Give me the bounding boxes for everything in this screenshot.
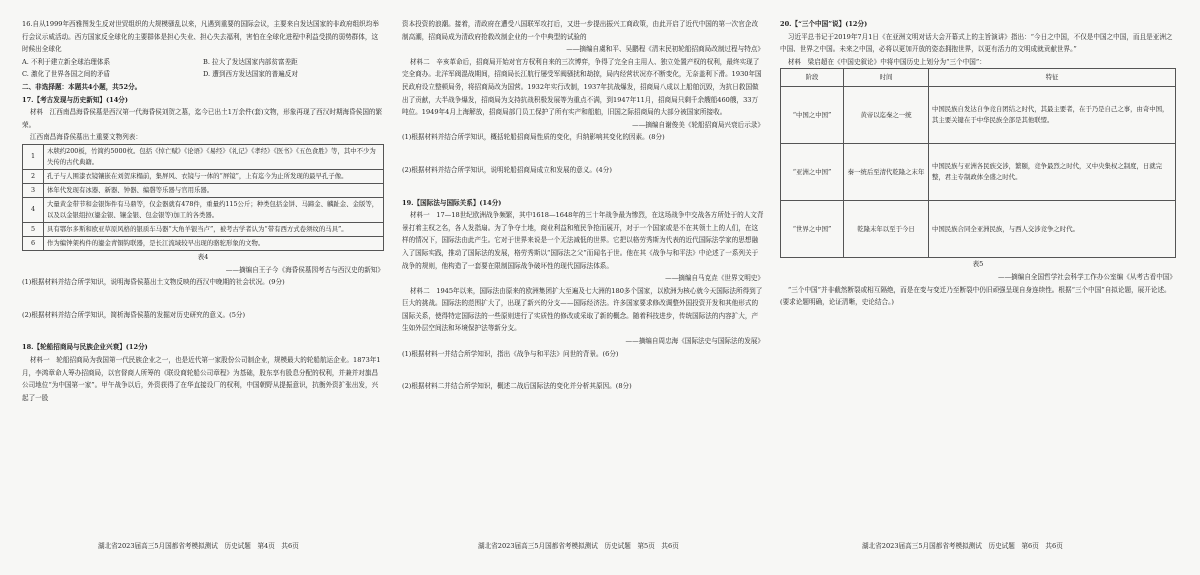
question-18-title: 18.【轮船招商局与民族企业兴衰】(12分) bbox=[22, 343, 148, 352]
time-cell: 黄帝以迄秦之一统 bbox=[844, 87, 929, 144]
row-number: 1 bbox=[23, 144, 44, 169]
question-17-material: 材料 江西南昌海昏侯墓是西汉第一代海昏侯刘贺之墓，迄今已出土1万余件(套)文物，形象再现了西汉时期海昏侯国的繁荣。 bbox=[22, 108, 383, 129]
question-18-material-1-cont: 资本投资的浪潮。接着，清政府在遭受八国联军攻打后，又进一步提出振兴工商政策，由此开启了近代中国的第一次官企改制高潮，招商局成为清政府抢救改制企业的一个中典型的试验的 bbox=[402, 20, 759, 41]
question-17-source: ——摘编自王子今《海昏侯墓园考古与西汉史的新知》 bbox=[225, 265, 384, 274]
table-4-caption: 表4 bbox=[197, 252, 209, 261]
question-18-source-1: ——摘编自虞和平、吴鹏程《清末民初轮船招商局改制过程与特点》 bbox=[566, 45, 764, 54]
question-19-source-2: ——摘编自周忠海《国际法史与国际法的发展》 bbox=[625, 337, 764, 346]
table-row bbox=[23, 144, 384, 169]
question-18-material-1: 材料一 轮船招商局为我国第一代民族企业之一，也是近代第一家股份公司制企业，规模最大的轮船航运企业。1873年1月，李鸿章命人筹办招商局，以官督商人所筹的《联设商轮船公司章程》为基础，股东享有股息分配的权利，并兼并对旗昌公司地位“为中国第一家”。甲午战争以后，外资获得了在华直接设厂的权利，中国朝野从提振意识，抗衡外资扩张出发，兴起了一股 bbox=[22, 355, 381, 402]
table-4 bbox=[22, 144, 384, 251]
question-18-part-1: (1)根据材料并结合所学知识，概括轮船招商局性质的变化，归纳影响其变化的因素。(8分) bbox=[402, 133, 665, 142]
option-d: D. 遭到西方发达国家的普遍反对 bbox=[203, 70, 298, 79]
question-16-options bbox=[22, 56, 384, 81]
section-heading: 二、非选择题：本题共4小题，共52分。 bbox=[22, 82, 142, 91]
question-19-material-2: 材料二 1945年以来，国际法由原来的欧洲集团扩大至遍及七大洲的180多个国家，以欧洲为核心就今天国际法所得到了巨大的挑战。国际法的范围扩大了，出现了新兴的分支——国际经济法。许多国家要求修改调整外国投资开发和其他形式的国际关系，使得特定国际法的一些原则进行了实质性的修改或采取了新的概念。随着科技进步，传统国际法的内容扩大，产生如外层空间法和环境保护法等新分支。 bbox=[402, 286, 763, 333]
question-19-material-1: 材料一 17—18世纪欧洲战争频繁，其中1618—1648年的三十年战争最为惨烈，在这场战争中交战各方所处于的人文背景打着主权之名，各人发指扇。为了争夺土地，商业利益和殖民争抢而展开，对于一个国家或是不在其领土上的人们，在这样的情况下，国际法由此产生。它对于世界来说是一个无法减低的世界。它把以格劳秀斯为代表的近代国际法学家的思想融入了国际实践，推动了国际法的发展，格劳秀斯以“国际法之父”而闻名于世。他在其《战争与和平法》中论述了一系列关于战争的规则，他构造了一套要在限制国际战争破坏性的现代国际法体系。 bbox=[402, 211, 764, 270]
question-19-source-1: ——摘编自马克垚《世界文明史》 bbox=[665, 274, 764, 283]
question-20-material: 材料 梁启超在《中国史叙论》中将中国历史上划分为“三个中国”： bbox=[787, 57, 986, 66]
row-text: 大量黄金带节和金银饰件有马鼎等，仅金器就有478件，重量约115公斤；种类包括金饼、马蹄金、麟趾金、金版等，以及以金银组拉(鎏金银、镶金银、包金银等)加工的各类器。 bbox=[44, 197, 384, 222]
header-feature: 特征 bbox=[929, 69, 1176, 87]
table-header-row bbox=[781, 69, 1176, 87]
time-cell: 秦一统后至清代乾隆之末年 bbox=[844, 144, 929, 201]
question-19-title: 19.【国际法与国际关系】(14分) bbox=[402, 198, 502, 207]
table-row bbox=[781, 201, 1176, 258]
question-20-title: 20.【“三个中国”说】(12分) bbox=[780, 20, 868, 28]
question-17-title: 17.【考古发现与历史新知】(14分) bbox=[22, 95, 129, 104]
option-b: B. 拉大了发达国家内部贫富差距 bbox=[203, 57, 298, 66]
question-17-part-1: (1)根据材料并结合所学知识，说明海昏侯墓出土文物反映的西汉中晚期的社会状况。(9分) bbox=[22, 278, 285, 287]
page-4-column bbox=[22, 18, 384, 404]
question-17-part-2: (2)根据材料并结合所学知识，简析海昏侯墓的发掘对历史研究的意义。(5分) bbox=[22, 310, 246, 319]
table-4-title: 江西南昌海昏侯墓出土重要文物列表： bbox=[29, 133, 142, 142]
question-19-part-2: (2)根据材料二并结合所学知识，概述二战后国际法的变化并分析其原因。(8分) bbox=[402, 382, 632, 391]
page-4-footer: 湖北省2023届高三5月国都省考模拟测试 历史试题 第4页 共6页 bbox=[98, 542, 299, 550]
row-text: 体年代发现有冰器、新器、钟器、编磬等乐器与官用乐器。 bbox=[44, 183, 384, 197]
time-cell: 乾隆末年以至于今日 bbox=[844, 201, 929, 258]
table-5-caption: 表5 bbox=[972, 260, 984, 269]
feature-cell: 中国民族与亚洲各民族交涉，繁颐，竞争最烈之时代，又中央集权之制度，日就完整，君主专制政体全盛之时代。 bbox=[929, 144, 1176, 201]
row-text: 作为编钟架构件的鎏金青铜钩联器，是长江流域较早出现的骆驼形象的文物。 bbox=[44, 236, 384, 250]
row-number: 5 bbox=[23, 222, 44, 236]
question-18-part-2: (2)根据材料并结合所学知识，说明轮船招商局成立和发展的意义。(4分) bbox=[402, 165, 612, 174]
option-a: A. 不利于建立新全球治理体系 bbox=[22, 57, 111, 66]
row-number: 3 bbox=[23, 183, 44, 197]
row-text: 具有鄂尔多斯和欧亚草原风格的银质车马器“大角羊银当卢”，被考古学者认为“带有西方式卷须纹的马具”。 bbox=[44, 222, 384, 236]
table-row bbox=[23, 236, 384, 250]
page-5-column bbox=[402, 18, 764, 393]
stage-cell: “亚洲之中国” bbox=[781, 144, 844, 201]
question-19-part-1: (1)根据材料一并结合所学知识，指出《战争与和平法》问世的背景。(6分) bbox=[402, 349, 619, 358]
option-c: C. 激化了世界各国之间的矛盾 bbox=[22, 70, 111, 79]
row-number: 6 bbox=[23, 236, 44, 250]
table-5 bbox=[780, 68, 1176, 258]
question-16: 16.自从1999年西雅图发生反对世贸组织的大规模骚乱以来，凡遇到重要的国际会议，主要来自发达国家的非政府组织均举行会议示威活动。西方国家反全球化的主要群体是担心失业、担心失去福利，害怕在全球化进程中利益受损的弱势群体，这时候出全球化 bbox=[22, 20, 379, 54]
feature-cell: 中国民族自发达自争竞自团结之时代，其最主要者，在于乃是自己之事，由奇中国，其主要关键在于中华民族全部是其他联盟。 bbox=[929, 87, 1176, 144]
question-20-intro: 习近平总书记于2019年7月1日《在亚洲文明对话大会开幕式上的主旨演讲》指出：“今日之中国，不仅是中国之中国，而且是亚洲之中国、世界之中国。未来之中国，必将以更加开放的姿态拥抱世界，以更有活力的文明成就贡献世界。” bbox=[780, 32, 1173, 54]
stage-cell: “中国之中国” bbox=[781, 87, 844, 144]
table-row bbox=[781, 87, 1176, 144]
table-row bbox=[23, 197, 384, 222]
row-number: 4 bbox=[23, 197, 44, 222]
table-row bbox=[23, 222, 384, 236]
header-stage: 阶段 bbox=[781, 69, 844, 87]
table-row bbox=[23, 169, 384, 183]
question-18-source-2: ——摘编自谢俊美《轮船招商局兴衰后示录》 bbox=[632, 120, 764, 129]
question-20-prompt: “三个中国”并非截然断裂或相互隔绝，而是在变与变迁乃至断裂中仍旧顽强呈现自身连续性。根据“三个中国”自拟论题，展开论述。(要求论题明确，论证清晰，史论结合。) bbox=[780, 285, 1171, 307]
question-20-source: ——摘编自全国哲学社会科学工作办公室编《从考古看中国》 bbox=[997, 272, 1176, 281]
row-text: 木牍约200板，竹简约5000枚。包括《悼亡赋》《论语》《易经》《礼记》《孝经》《医书》《五色食胜》等，其中不少为失传的古代典籍。 bbox=[44, 144, 384, 169]
table-row bbox=[781, 144, 1176, 201]
row-text: 孔子与人围漆衣镜镶嵌在刘贺床榻前，集屏风、衣镜与一体的“屏镜”，上有迄今为止所发现的最早孔子像。 bbox=[44, 169, 384, 183]
row-number: 2 bbox=[23, 169, 44, 183]
stage-cell: “世界之中国” bbox=[781, 201, 844, 258]
page-5-footer: 湖北省2023届高三5月国都省考模拟测试 历史试题 第5页 共6页 bbox=[478, 542, 679, 550]
feature-cell: 中国民族合同全亚洲民族，与西人交涉竞争之时代。 bbox=[929, 201, 1176, 258]
page-6-footer: 湖北省2023届高三5月国都省考模拟测试 历史试题 第6页 共6页 bbox=[862, 542, 1063, 550]
header-time: 时间 bbox=[844, 69, 929, 87]
question-18-material-2: 材料二 辛亥革命后，招商局开始对官方权利自来的三次博弈，争得了完全自主用人、独立处置产权的权利，最终实现了完全商办。北洋军阀混战期间，招商局长江航行屡受军阀骚扰和劫掠，局内经营状况亦不断变化，无奈盖利下滑。1930年国民政府设立整顿局务，将招商局改为国营。1932年实行改制，1937年抗战爆发，招商局八成以上船舶沉毁，为抗日救国做出了贡献，大半战争爆发，招商局为支持抗战积极发展等为重点不满，到1947年11月，招商局只剩千余艘船460艘，33万吨位。1949年4月上海解放，招商局部门员工保护了所有实产和船舶，旧国之际招商局的大部分被国家所接收。 bbox=[402, 57, 762, 117]
page-6-column bbox=[780, 18, 1176, 309]
table-row bbox=[23, 183, 384, 197]
